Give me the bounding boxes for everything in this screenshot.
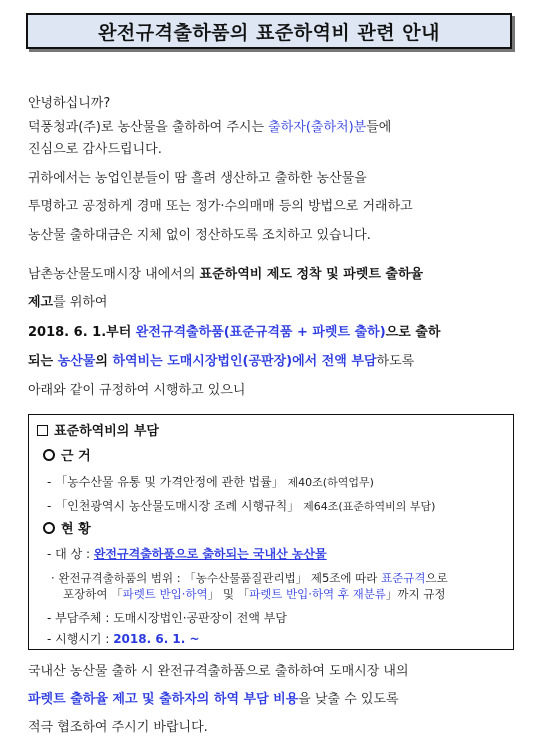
intro-line-6: 농산물 출하대금은 지체 없이 정산하도록 조치하고 있습니다.	[28, 228, 371, 243]
shipper-text: 출하자(출하처)분	[268, 120, 367, 135]
notice-line-2: 제고를 위하여	[28, 295, 108, 310]
intro-line-2: 덕풍청과(주)로 농산물을 출하하여 주시는 출하자(출하처)분들에	[28, 120, 392, 135]
standard-handling-fee-box	[28, 414, 514, 650]
scope-line-1: · 완전규격출하품의 범위 : 「농수산물품질관리법」 제5조에 따라 표준규격으로	[51, 571, 448, 585]
closing-line-3: 적극 협조하여 주시기 바랍니다.	[28, 720, 208, 735]
intro-line-4: 귀하에서는 농업인분들이 땀 흘려 생산하고 출하한 농산물을	[28, 171, 367, 186]
title-box	[26, 13, 512, 49]
date-item: - 시행시기 : 2018. 6. 1. ~	[47, 632, 200, 646]
scope-line-2: 포장하여 「파렛트 반입·하역」 및 「파렛트 반입·하역 후 재분류」까지 규정	[63, 587, 446, 601]
notice-line-4: 되는 농산물의 하역비는 도매시장법인(공판장)에서 전액 부담하도록	[28, 354, 415, 369]
greeting: 안녕하십니까?	[28, 96, 111, 111]
payer-item: - 부담주체 : 도매시장법인·공판장이 전액 부담	[47, 611, 287, 625]
basis-heading: 근 거	[43, 449, 91, 465]
date-value: 2018. 6. 1. ~	[113, 632, 200, 646]
square-bullet-icon	[37, 425, 48, 436]
closing-line-1: 국내산 농산물 출하 시 완전규격출하품으로 출하하여 도매시장 내의	[28, 664, 409, 679]
circle-bullet-icon	[43, 449, 55, 461]
notice-line-1: 남촌농산물도매시장 내에서의 표준하역비 제도 정착 및 파렛트 출하율	[28, 267, 424, 282]
notice-line-3: 2018. 6. 1.부터 완전규격출하품(표준규격품 + 파렛트 출하)으로 출하	[28, 325, 441, 340]
target-item: - 대 상 : 완전규격출하품으로 출하되는 국내산 농산물	[47, 547, 327, 561]
basis-item-2: - 「인천광역시 농산물도매시장 조례 시행규칙」 제64조(표준하역비의 부담)	[47, 499, 436, 513]
target-value: 완전규격출하품으로 출하되는 국내산 농산물	[93, 547, 327, 561]
status-heading: 현 황	[43, 522, 91, 538]
intro-line-5: 투명하고 공정하게 경매 또는 정가·수의매매 등의 방법으로 거래하고	[28, 199, 413, 214]
notice-line-5: 아래와 같이 규정하여 시행하고 있으니	[28, 383, 246, 398]
circle-bullet-icon	[43, 522, 55, 534]
box-heading: 표준하역비의 부담	[37, 424, 159, 440]
intro-line-3: 진심으로 감사드립니다.	[28, 142, 162, 157]
page-title: 완전규격출하품의 표준하역비 관련 안내	[98, 21, 440, 44]
basis-item-1: - 「농수산물 유통 및 가격안정에 관한 법률」 제40조(하역업무)	[47, 475, 374, 489]
closing-line-2: 파렛트 출하율 제고 및 출하자의 하역 부담 비용을 낮출 수 있도록	[28, 692, 399, 707]
